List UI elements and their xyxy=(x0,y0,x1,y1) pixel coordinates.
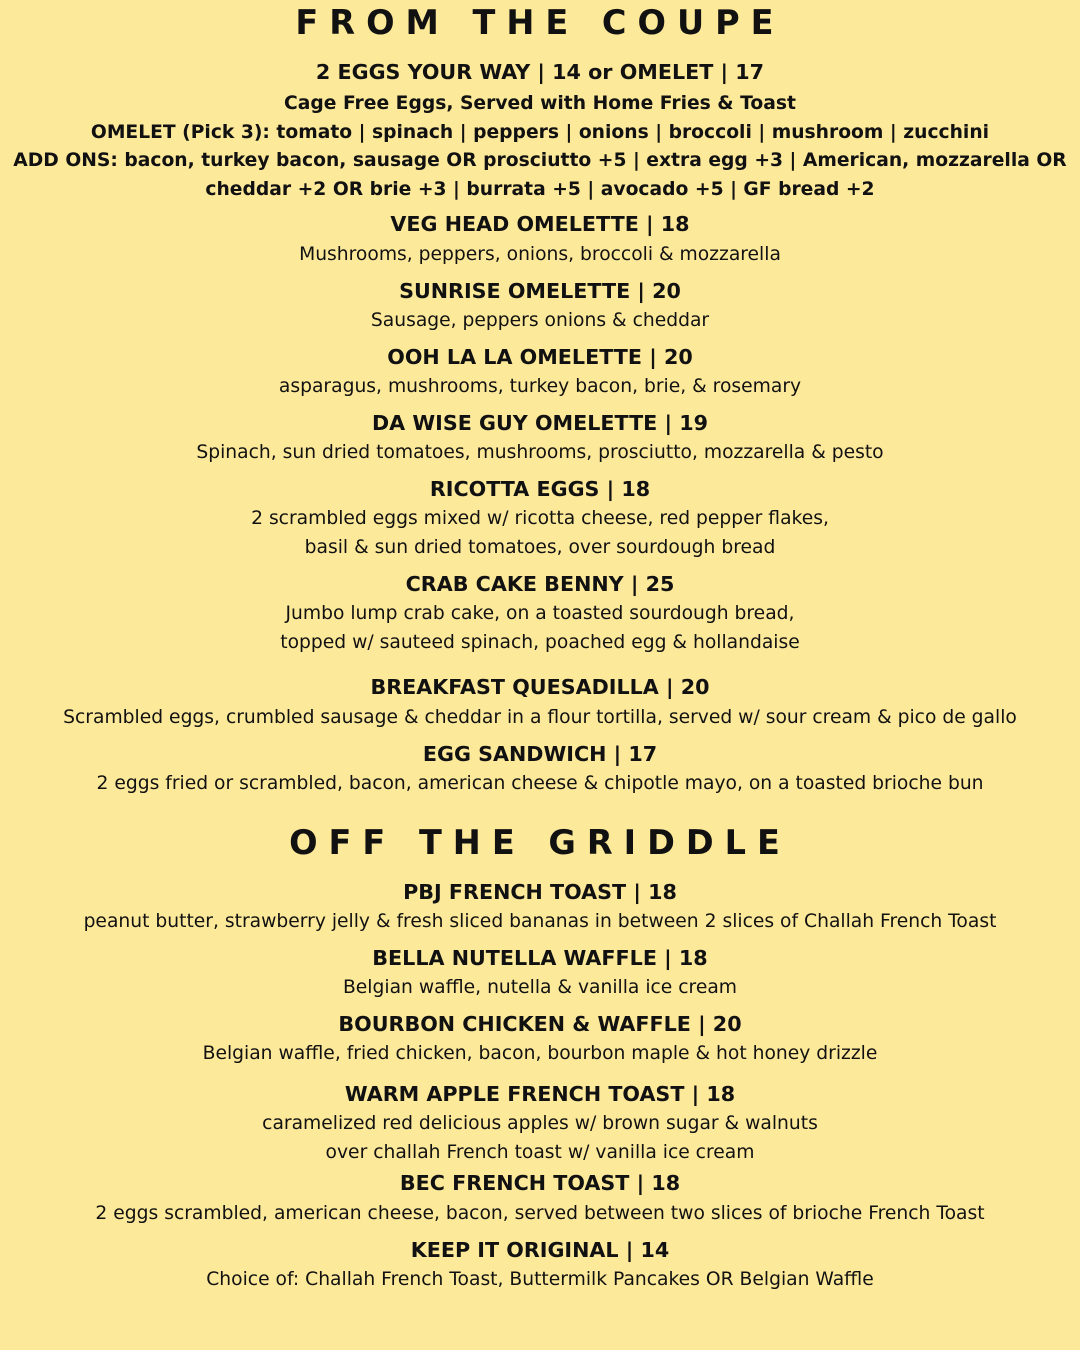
item-title: CRAB CAKE BENNY | 25 xyxy=(405,572,675,596)
item-title: PBJ FRENCH TOAST | 18 xyxy=(403,880,677,904)
item-title: BELLA NUTELLA WAFFLE | 18 xyxy=(372,946,708,970)
item-title: SUNRISE OMELETTE | 20 xyxy=(399,279,681,303)
omelet-pick-line: OMELET (Pick 3): tomato | spinach | peppers | onions | broccoli | mushroom | zucchini xyxy=(90,122,990,143)
item-title: WARM APPLE FRENCH TOAST | 18 xyxy=(344,1082,736,1106)
item-description: topped w/ sauteed spinach, poached egg & hollandaise xyxy=(280,632,800,653)
item-description: Belgian waffle, fried chicken, bacon, bourbon maple & hot honey drizzle xyxy=(202,1043,878,1064)
item-title: VEG HEAD OMELETTE | 18 xyxy=(390,212,690,236)
item-description: Spinach, sun dried tomatoes, mushrooms, prosciutto, mozzarella & pesto xyxy=(196,442,884,463)
item-description: peanut butter, strawberry jelly & fresh sliced bananas in between 2 slices of Challah French Toast xyxy=(83,911,997,932)
item-description: 2 eggs fried or scrambled, bacon, american cheese & chipotle mayo, on a toasted brioche bun xyxy=(96,773,984,794)
item-title: DA WISE GUY OMELETTE | 19 xyxy=(371,411,709,435)
item-title: BEC FRENCH TOAST | 18 xyxy=(399,1171,681,1195)
section-title-griddle: OFF THE GRIDDLE xyxy=(289,823,791,862)
item-title: RICOTTA EGGS | 18 xyxy=(429,477,651,501)
cage-free-line: Cage Free Eggs, Served with Home Fries & Toast xyxy=(284,93,796,114)
item-description: 2 eggs scrambled, american cheese, bacon, served between two slices of brioche French Toast xyxy=(95,1203,985,1224)
item-description: Belgian waffle, nutella & vanilla ice cream xyxy=(342,977,738,998)
item-description: over challah French toast w/ vanilla ice cream xyxy=(325,1142,755,1163)
item-description: Scrambled eggs, crumbled sausage & cheddar in a flour tortilla, served w/ sour cream & pico de gallo xyxy=(63,707,1017,728)
item-description: basil & sun dried tomatoes, over sourdough bread xyxy=(304,537,776,558)
item-description: Choice of: Challah French Toast, Buttermilk Pancakes OR Belgian Waffle xyxy=(206,1269,874,1290)
item-description: Jumbo lump crab cake, on a toasted sourdough bread, xyxy=(285,603,795,624)
item-description: caramelized red delicious apples w/ brown sugar & walnuts xyxy=(262,1113,818,1134)
eggs-your-way-line: 2 EGGS YOUR WAY | 14 or OMELET | 17 xyxy=(315,60,765,84)
section-title-coupe: FROM THE COUPE xyxy=(295,3,785,42)
item-title: BREAKFAST QUESADILLA | 20 xyxy=(370,675,710,699)
item-title: BOURBON CHICKEN & WAFFLE | 20 xyxy=(338,1012,742,1036)
item-title: OOH LA LA OMELETTE | 20 xyxy=(387,345,693,369)
item-description: Mushrooms, peppers, onions, broccoli & mozzarella xyxy=(299,244,781,265)
item-description: asparagus, mushrooms, turkey bacon, brie, & rosemary xyxy=(278,376,802,397)
add-ons-line-1: ADD ONS: bacon, turkey bacon, sausage OR prosciutto +5 | extra egg +3 | American, mozzarella OR xyxy=(13,150,1067,171)
item-title: EGG SANDWICH | 17 xyxy=(422,742,658,766)
item-description: 2 scrambled eggs mixed w/ ricotta cheese, red pepper flakes, xyxy=(251,508,829,529)
item-description: Sausage, peppers onions & cheddar xyxy=(370,310,710,331)
add-ons-line-2: cheddar +2 OR brie +3 | burrata +5 | avocado +5 | GF bread +2 xyxy=(205,179,875,200)
item-title: KEEP IT ORIGINAL | 14 xyxy=(410,1238,670,1262)
